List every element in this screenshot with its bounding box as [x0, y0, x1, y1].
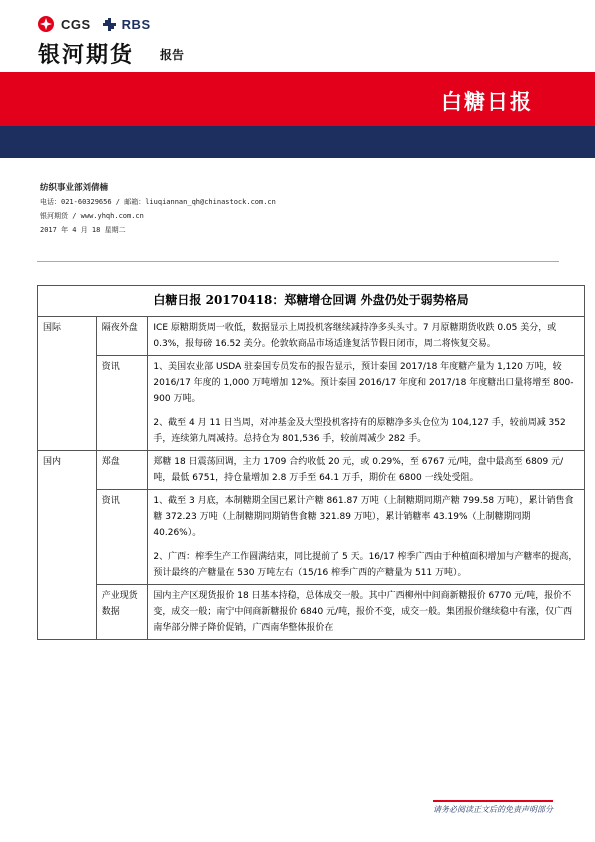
region-cell: 国际: [38, 317, 97, 451]
row-content: [148, 356, 585, 451]
row-label: 资讯: [96, 356, 148, 451]
paragraph: 1、截至 3 月底，本制糖期全国已累计产糖 861.87 万吨（上制糖期同期产糖 799.58 万吨），累计销售食糖 372.23 万吨（上制糖期同期销售食糖 321.89 万吨），累计销糖率 43.19%（上制糖期同期 40.26%）。: [153, 496, 574, 538]
logo-cgs-text: CGS: [61, 16, 91, 32]
paragraph: 2、广西：榨季生产工作圆满结束，同比提前了 5 天。16/17 榨季广西由于种植面积增加与产糖率的提高，预计最终的产糖量在 530 万吨左右（15/16 榨季广西的产糖量为 511 万吨）。: [153, 552, 578, 578]
row-label: 郑盘: [96, 451, 148, 490]
row-content: [148, 490, 585, 585]
author-dept: 纺织事业部刘倩楠: [40, 183, 109, 193]
navy-band: [0, 126, 595, 158]
row-label: 产业现货数据: [96, 585, 148, 640]
brand-subtitle: 报告: [160, 48, 185, 62]
logo-rbs-text: RBS: [121, 16, 151, 32]
author-block: [40, 181, 276, 237]
disclaimer-note: 请务必阅读正文后的免责声明部分: [433, 800, 553, 815]
row-content: [148, 585, 585, 640]
paragraph: 国内主产区现货报价 18 日基本持稳，总体成交一般。其中广西柳州中间商新糖报价 6770 元/吨，报价不变，成交一般；南宁中间商新糖报价 6840 元/吨，报价不变，成交一般。集团报价继续稳中有涨，仅广西南华部分牌子降价促销，广西南华整体报价在: [153, 591, 573, 633]
paragraph: 1、美国农业部 USDA 驻泰国专员发布的报告显示，预计泰国 2017/18 年度糖产量为 1,120 万吨，较 2016/17 年度的 1,000 万吨增加 12%。预计泰国 2016/17 年度和 2017/18 年度糖出口量将增至 800-900 万吨。: [153, 362, 574, 404]
report-title: 白糖日报: [441, 90, 533, 114]
table-row: [38, 451, 585, 490]
row-label: 资讯: [96, 490, 148, 585]
author-site: 银河期货 / www.yhqh.com.cn: [40, 212, 144, 220]
paragraph: 郑糖 18 日震荡回调，主力 1709 合约收低 20 元，或 0.29%，至 6767 元/吨，盘中最高至 6809 元/吨，最低 6751，持仓量增加 2.8 万手至 64.1 万手，期价在 6800 一线处受阻。: [153, 457, 564, 483]
row-content: [148, 317, 585, 356]
table-row: [38, 490, 585, 585]
report-header: [0, 0, 595, 160]
divider: [37, 261, 559, 262]
row-label: 隔夜外盘: [96, 317, 148, 356]
table-row: [38, 356, 585, 451]
table-caption: 白糖日报 20170418：郑糖增仓回调 外盘仍处于弱势格局: [38, 286, 585, 317]
table-row: [38, 585, 585, 640]
region-cell: 国内: [38, 451, 97, 640]
logo-row: [37, 14, 151, 34]
paragraph: ICE 原糖期货周一收低，数据显示上周投机客继续减持净多头头寸。7 月原糖期货收跌 0.05 美分，或 0.3%，报每磅 16.52 美分。伦敦软商品市场适逢复活节假日闭市，周二将恢复交易。: [153, 323, 557, 349]
report-date: 2017 年 4 月 18 星期二: [40, 226, 126, 234]
author-contact: 电话：021-60329656 / 邮箱：liuqiannan_qh@chinastock.com.cn: [40, 198, 276, 206]
cgs-logo-icon: [37, 15, 55, 33]
report-table: [37, 285, 585, 640]
brand-name: 银河期货: [38, 43, 135, 68]
paragraph: 2、截至 4 月 11 日当周，对冲基金及大型投机客持有的原糖净多头仓位为 104,127 手，较前周减 352 手，连续第九周减持。总持仓为 801,536 手，较前周减少 282 手。: [153, 418, 566, 444]
row-content: [148, 451, 585, 490]
table-row: [38, 317, 585, 356]
rbs-logo-icon: [103, 18, 116, 31]
